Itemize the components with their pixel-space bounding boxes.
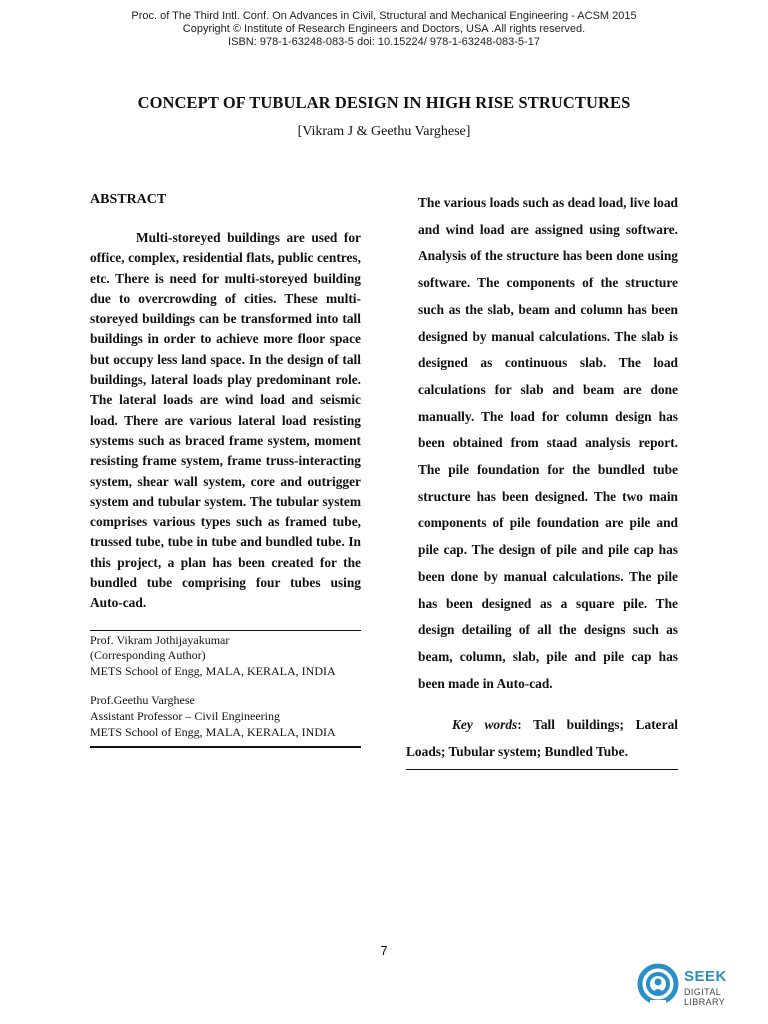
author2-institution: METS School of Engg, MALA, KERALA, INDIA <box>90 724 336 739</box>
author1-name: Prof. Vikram Jothijayakumar <box>90 632 230 647</box>
affiliation-rule <box>90 740 361 748</box>
conference-header <box>0 10 768 49</box>
header-line-2: Copyright © Institute of Research Engineers and Doctors, USA .All rights reserved. <box>182 23 586 35</box>
abstract-text: Multi-storeyed buildings are used for office, complex, residential flats, public centres, etc. There is need for multi-storeyed building due to overcrowding of cities. These multi-storeyed buildings can be transformed into tall buildings in order to achieve more floor space but occupy less land space. In the design of tall buildings, lateral loads play predominant role. The lateral loads are wind load and seismic load. There are various lateral load resisting systems such as braced frame system, moment resisting frame system, frame truss-interacting system, shear wall system, core and outrigger system and tubular system. The tubular system comprises various types such as framed tube, trussed tube, tube in tube and bundled tube. In this project, a plan has been created for the bundled tube comprising four tubes using Auto-cad. <box>90 230 361 611</box>
page-number: 7 <box>380 943 388 958</box>
body-text: The various loads such as dead load, live load and wind load are assigned using software. Analysis of the structure has been done using software. The components of the structure such as the slab, beam and column has been designed by manual calculations. The slab is designed as continuous slab. The load calculations for slab and beam are done manually. The load for column design has been obtained from staad analysis report. The pile foundation for the bundled tube structure has been designed. The two main components of pile foundation are pile and pile cap. The design of pile and pile cap has been done by manual calculations. The pile has been designed as a square pile. The design detailing of all the designs such as beam, column, slab, pile and pile cap has been made in Auto-cad. <box>418 195 678 691</box>
abstract-heading: ABSTRACT <box>90 192 167 207</box>
logo-text-main: SEEK <box>684 968 727 985</box>
seek-logo-icon <box>636 962 680 1010</box>
header-line-3: ISBN: 978-1-63248-083-5 doi: 10.15224/ 978-1-63248-083-5-17 <box>228 36 540 48</box>
paper-title: CONCEPT OF TUBULAR DESIGN IN HIGH RISE STRUCTURES <box>137 93 631 112</box>
keywords-text: : Tall buildings; Lateral Loads; Tubular system; Bundled Tube. <box>406 717 678 760</box>
header-line-1: Proc. of The Third Intl. Conf. On Advances in Civil, Structural and Mechanical Engineering - ACSM 2015 <box>131 10 637 22</box>
paper-authors: [Vikram J & Geethu Varghese] <box>297 124 471 139</box>
left-column <box>90 190 361 748</box>
author2-role: Assistant Professor – Civil Engineering <box>90 709 280 724</box>
affiliations <box>90 630 361 749</box>
logo-text-sub: DIGITAL LIBRARY <box>684 987 726 1007</box>
author1-institution: METS School of Engg, MALA, KERALA, INDIA <box>90 663 336 678</box>
author2-name: Prof.Geethu Varghese <box>90 693 195 708</box>
keywords-label: Key words <box>452 717 518 733</box>
keywords-rule <box>406 769 678 770</box>
right-column <box>406 190 678 770</box>
keywords <box>406 711 678 765</box>
author1-role: (Corresponding Author) <box>90 648 206 663</box>
seek-logo <box>636 962 754 1010</box>
